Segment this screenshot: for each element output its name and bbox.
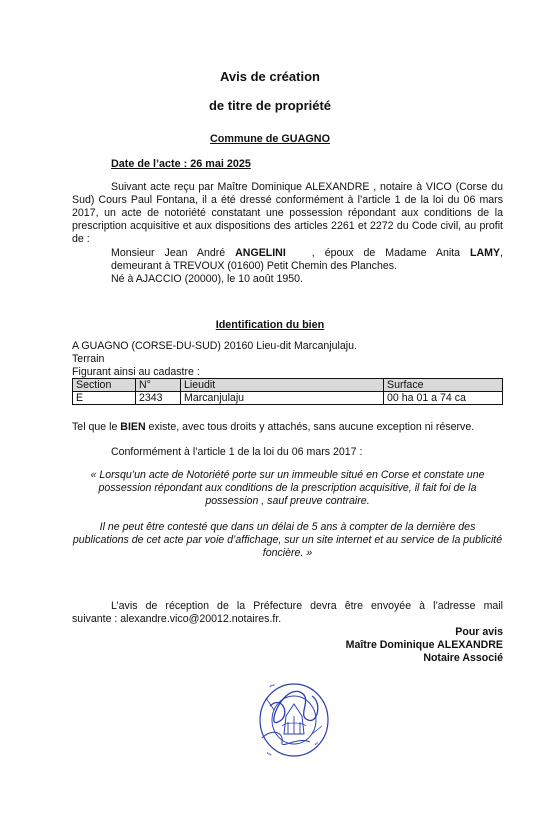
table-header-numero: N° <box>136 379 181 392</box>
cell-surface: 00 ha 01 a 74 ca <box>384 392 503 405</box>
spouse-name: LAMY <box>470 247 501 259</box>
table-row <box>73 392 503 405</box>
table-header-lieudit: Lieudit <box>181 379 384 392</box>
beneficiary-prefix: Monsieur Jean André <box>111 247 236 259</box>
tel-que-prefix: Tel que le <box>72 421 121 433</box>
cell-numero: 2343 <box>136 392 181 405</box>
avis-line-2: suivante : alexandre.vico@20012.notaires.fr. <box>72 613 282 625</box>
quote-paragraph-2: Il ne peut être contesté que dans un délai de 5 ans à compter de la dernière des publications de cet acte par voie d’affichage, sur un site internet et au service de la publicité foncière. » <box>72 521 503 559</box>
bien-nature: Terrain <box>72 353 105 365</box>
svg-text:•••: ••• <box>268 682 276 690</box>
pour-avis: Pour avis <box>455 626 503 638</box>
table-header-surface: Surface <box>384 379 503 392</box>
intro-paragraph: Suivant acte reçu par Maître Dominique ALEXANDRE , notaire à VICO (Corse du Sud) Cours Paul Fontana, il a été dressé conformément à l’article 1 de la loi du 06 mars 2017, un acte de notoriété constatant une possession répondant aux conditions de la prescription acquisitive et aux dispositions des articles 2261 et 2272 du Code civil, au profit de : <box>72 181 503 245</box>
title-line-2: de titre de propriété <box>208 98 332 113</box>
avis-line-1: L’avis de réception de la Préfecture devra être envoyée à l’adresse mail <box>111 600 503 612</box>
notary-seal-stamp <box>252 676 332 762</box>
tel-que-suffix: existe, avec tous droits y attachés, sans aucune exception ni réserve. <box>145 421 475 433</box>
bien-heading: Identification du bien <box>215 319 325 331</box>
cell-section: E <box>73 392 136 405</box>
svg-text:••: •• <box>313 740 320 748</box>
tel-que-bold: BIEN <box>120 421 146 433</box>
cadastre-table <box>72 378 503 405</box>
table-header-row <box>73 379 503 392</box>
bien-location: A GUAGNO (CORSE-DU-SUD) 20160 Lieu-dit Marcanjulaju. <box>72 340 357 352</box>
commune-heading: Commune de GUAGNO <box>210 133 330 145</box>
beneficiary-birth: Né à AJACCIO (20000), le 10 août 1950. <box>111 273 303 285</box>
beneficiary-address: demeurant à TREVOUX (01600) Petit Chemin des Planches. <box>111 260 397 272</box>
beneficiary-mid: , époux de Madame Anita <box>311 247 471 259</box>
date-acte: Date de l’acte : 26 mai 2025 <box>111 158 251 170</box>
beneficiary-line <box>72 247 503 260</box>
cell-lieudit: Marcanjulaju <box>181 392 384 405</box>
loi-intro: Conformément à l’article 1 de la loi du 06 mars 2017 : <box>111 446 363 458</box>
title-line-1: Avis de création <box>220 69 320 84</box>
svg-text:••: •• <box>308 686 316 694</box>
beneficiary-name: ANGELINI <box>235 247 286 259</box>
table-header-section: Section <box>73 379 136 392</box>
beneficiary-end: , <box>500 247 503 259</box>
signer-name: Maître Dominique ALEXANDRE <box>345 639 503 651</box>
svg-text:•••: ••• <box>265 750 273 759</box>
signer-role: Notaire Associé <box>423 652 503 664</box>
quote-paragraph-1: « Lorsqu’un acte de Notoriété porte sur un immeuble situé en Corse et constate une possession répondant aux conditions de la prescription acquisitive, il fait foi de la possession , sauf preuve contraire. <box>90 469 485 507</box>
cadastre-intro: Figurant ainsi au cadastre : <box>72 366 200 378</box>
tel-que-line <box>72 421 474 434</box>
